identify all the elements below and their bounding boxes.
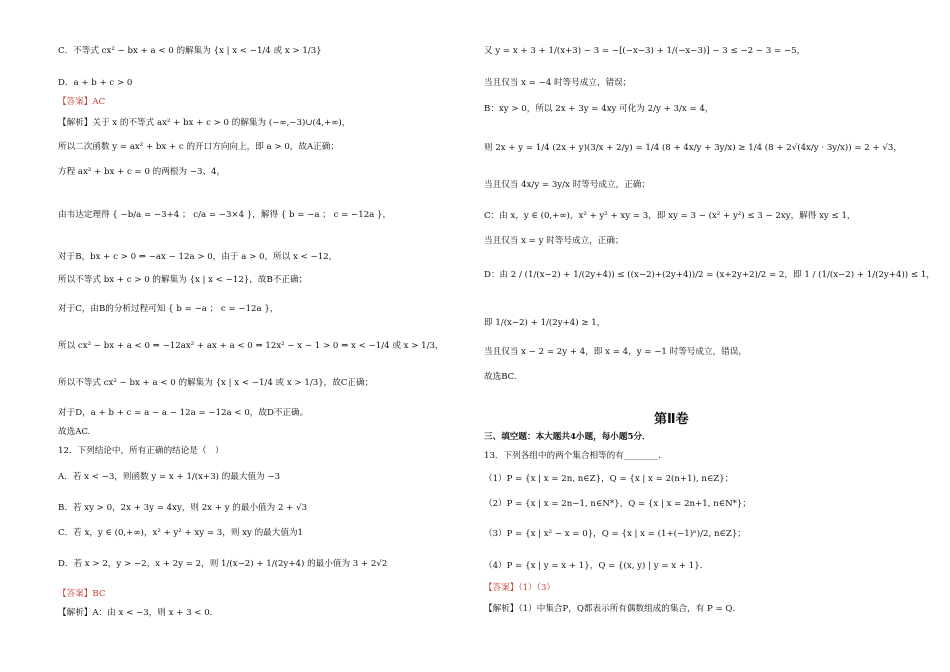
analysis-line: C：由 x，y ∈ (0,+∞)，x² + y² + xy = 3，即 xy = 3 − (x² + y²) ≤ 3 − 2xy，解得 xy ≤ 1， <box>484 211 856 221</box>
analysis-line: 对于C，由B的分析过程可知 { b = −a ； c = −12a }， <box>58 304 279 314</box>
option-c-line: C．若 x，y ∈ (0,+∞)，x² + y² + xy = 3，则 xy 的最大值为1 <box>58 528 304 538</box>
question-13: 13．下列各组中的两个集合相等的有________． <box>484 451 667 461</box>
analysis-line: 当且仅当 x − 2 = 2y + 4，即 x = 4，y = −1 时等号成立，错误， <box>484 347 747 357</box>
answer-label: 【答案】（1）（3） <box>484 583 556 593</box>
set-pair-2: （2）P = {x | x = 2n−1, n∈N*}，Q = {x | x = 2n+1, n∈N*}； <box>484 499 751 509</box>
option-b-line: B．若 xy > 0，2x + 3y = 4xy，则 2x + y 的最小值为 2 + √3 <box>58 503 308 513</box>
conclusion-line: 故选AC. <box>58 427 91 437</box>
analysis-line: 所以不等式 cx² − bx + a < 0 的解集为 {x | x < −1/4 或 x > 1/3}，故C正确； <box>58 378 374 388</box>
analysis-line: 【解析】关于 x 的不等式 ax² + bx + c > 0 的解集为 (−∞,−3)∪(4,+∞)， <box>58 118 351 128</box>
analysis-line: 方程 ax² + bx + c = 0 的两根为 −3、4， <box>58 167 226 177</box>
set-pair-1: （1）P = {x | x = 2n, n∈Z}，Q = {x | x = 2(n+1), n∈Z}； <box>484 474 734 484</box>
analysis-line: 【解析】（1）中集合P，Q都表示所有偶数组成的集合，有 P = Q． <box>484 604 742 614</box>
analysis-line: 即 1/(x−2) + 1/(2y+4) ≥ 1， <box>484 318 606 328</box>
analysis-line: D：由 2 / (1/(x−2) + 1/(2y+4)) ≤ ((x−2)+(2y+4))/2 = (x+2y+2)/2 = 2，即 1 / (1/(x−2) + 1/(2y+4)) ≤ 1， <box>484 270 935 280</box>
option-d-line: D．a + b + c > 0 <box>58 78 133 88</box>
option-a-line: A．若 x < −3，则函数 y = x + 1/(x+3) 的最大值为 −3 <box>58 472 281 482</box>
analysis-line: B：xy > 0，所以 2x + 3y = 4xy 可化为 2/y + 3/x = 4， <box>484 104 714 114</box>
answer-label: 【答案】BC <box>58 589 106 599</box>
analysis-line: 所以 cx² − bx + a < 0 ⇔ −12ax² + ax + a < 0 ⇔ 12x² − x − 1 > 0 ⇔ x < −1/4 或 x > 1/3， <box>58 341 444 351</box>
analysis-line: 对于B，bx + c > 0 ⇔ −ax − 12a > 0，由于 a > 0，所以 x < −12， <box>58 252 338 262</box>
analysis-line: 当且仅当 x = −4 时等号成立，错误； <box>484 78 632 88</box>
analysis-line: 对于D，a + b + c = a − a − 12a = −12a < 0，故D不正确。 <box>58 408 309 418</box>
analysis-line: 当且仅当 x = y 时等号成立，正确； <box>484 236 624 246</box>
analysis-line: 则 2x + y = 1/4 (2x + y)(3/x + 2/y) = 1/4 (8 + 4x/y + 3y/x) ≥ 1/4 (8 + 2√(4x/y · 3y/x)) = 2 + √3， <box>484 143 902 153</box>
conclusion-line: 故选BC. <box>484 372 517 382</box>
analysis-line: 又 y = x + 3 + 1/(x+3) − 3 = −[(−x−3) + 1/(−x−3)] − 3 ≤ −2 − 3 = −5， <box>484 46 806 56</box>
analysis-line: 当且仅当 4x/y = 3y/x 时等号成立，正确； <box>484 180 650 190</box>
question-12: 12．下列结论中，所有正确的结论是（ ） <box>58 446 224 456</box>
analysis-line: 所以二次函数 y = ax² + bx + c 的开口方向向上，即 a > 0，故A正确； <box>58 142 339 152</box>
set-pair-4: （4）P = {x | y = x + 1}，Q = {(x, y) | y = x + 1}． <box>484 561 709 571</box>
section-title: 第Ⅱ卷 <box>654 412 689 427</box>
section-heading: 三、填空题：本大题共4小题，每小题5分． <box>484 432 651 442</box>
set-pair-3: （3）P = {x | x² − x = 0}，Q = {x | x = (1+(−1)ⁿ)/2, n∈Z}； <box>484 529 746 539</box>
option-d-line: D．若 x > 2，y > −2，x + 2y = 2，则 1/(x−2) + 1/(2y+4) 的最小值为 3 + 2√2 <box>58 559 388 569</box>
analysis-line: 所以不等式 bx + c > 0 的解集为 {x | x < −12}，故B不正确； <box>58 275 308 285</box>
analysis-line: 【解析】A：由 x < −3，则 x + 3 < 0． <box>58 608 219 618</box>
analysis-line: 由韦达定理得 { −b/a = −3+4 ； c/a = −3×4 }，解得 { b = −a ； c = −12a }， <box>58 210 392 220</box>
answer-label: 【答案】AC <box>58 97 106 107</box>
option-c-line: C．不等式 cx² − bx + a < 0 的解集为 {x | x < −1/4 或 x > 1/3} <box>58 46 322 56</box>
